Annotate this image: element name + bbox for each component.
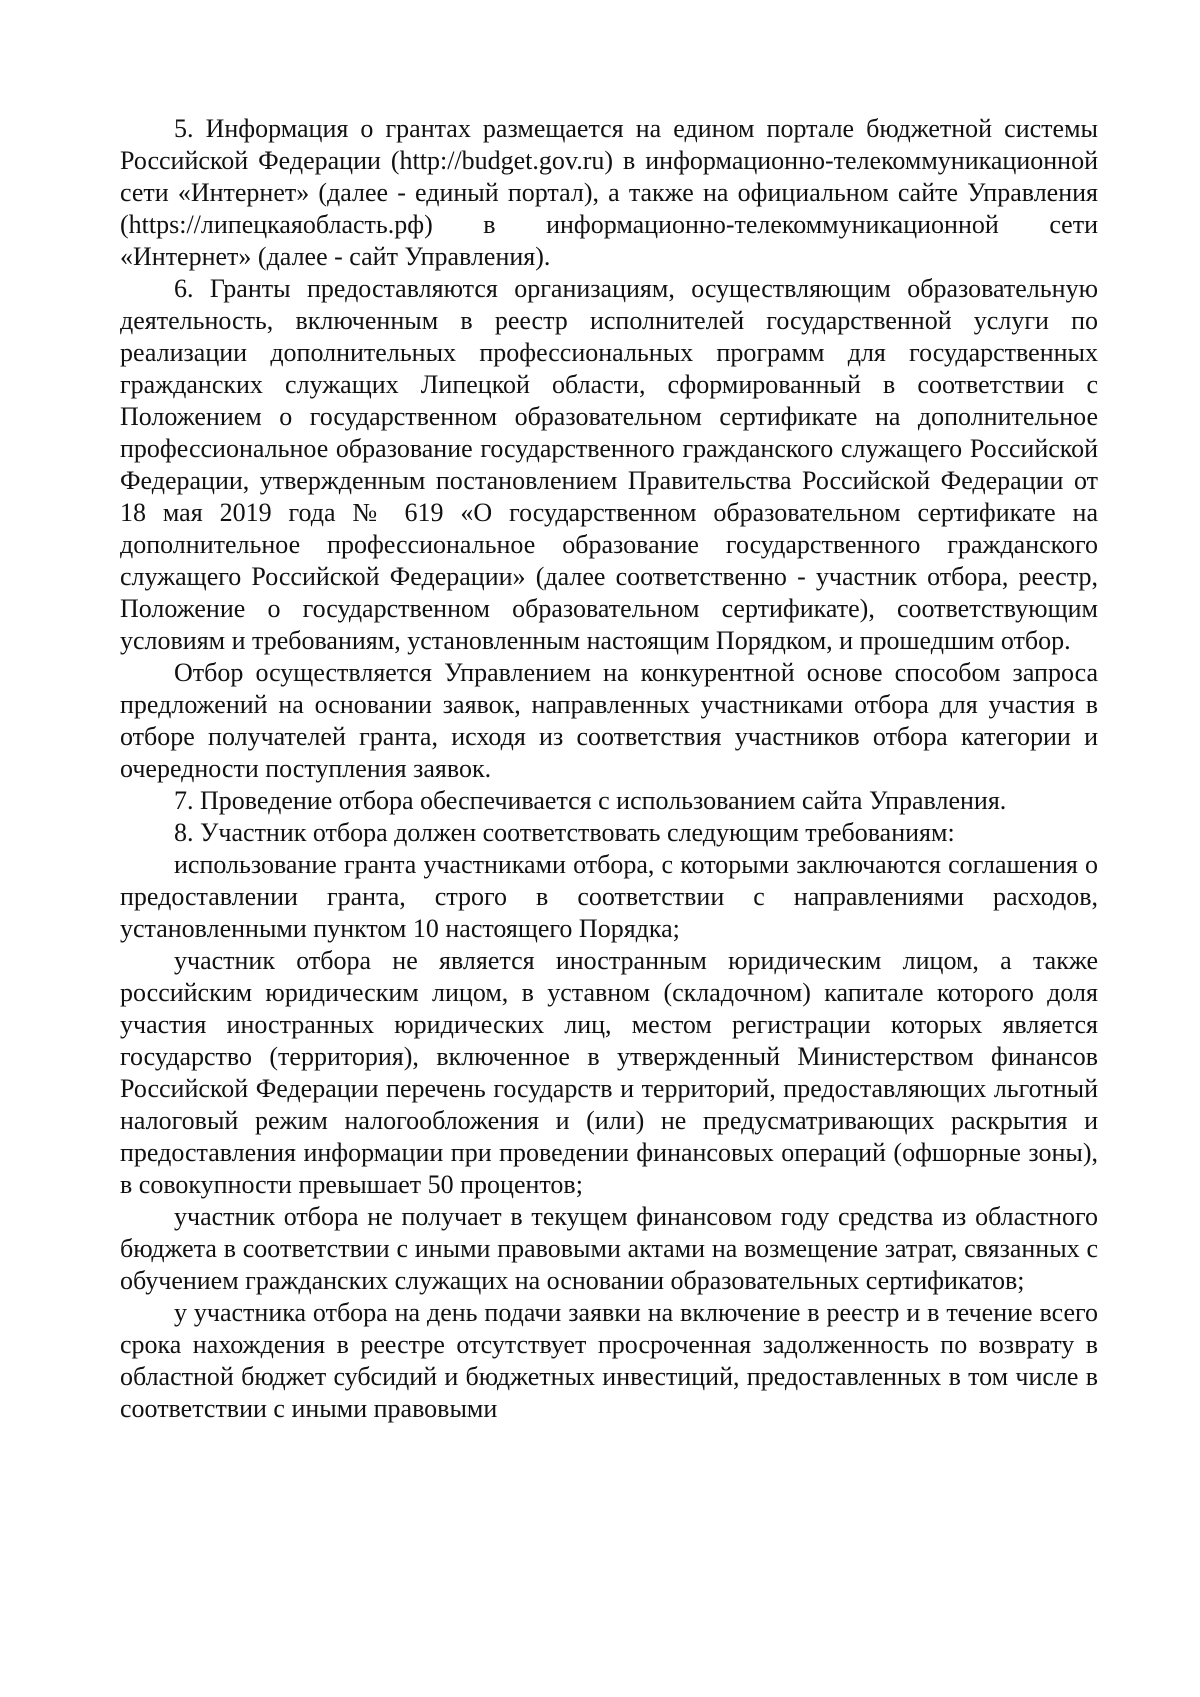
paragraph-item-8: 8. Участник отбора должен соответствовать следующим требованиям: [174, 818, 955, 847]
paragraph-requirement-grant-use: использование гранта участниками отбора, с которыми заключаются соглашения о предоставлении гранта, строго в соответствии с направлениями расходов, установленными пунктом 10 настоящего Порядка; [120, 850, 1098, 943]
paragraph-item-6: 6. Гранты предоставляются организациям, осуществляющим образовательную деятельность, включенным в реестр исполнителей государственной услуги по реализации дополнительных профессиональных программ для государственных гражданских служащих Липецкой области, сформированный в соответствии с Положением о государственном образовательном сертификате на дополнительное профессиональное образование государственного гражданского служащего Российской Федерации, утвержденным постановлением Правительства Российской Федерации от 18 мая 2019 года № 619 «О государственном образовательном сертификате на дополнительное профессиональное образование государственного гражданского служащего Российской Федерации» (далее соответственно - участник отбора, реестр, Положение о государственном образовательном сертификате), соответствующим условиям и требованиям, установленным настоящим Порядком, и прошедшим отбор. [120, 274, 1098, 655]
paragraph-selection-method: Отбор осуществляется Управлением на конкурентной основе способом запроса предложений на основании заявок, направленных участниками отбора для участия в отборе получателей гранта, исходя из соответствия участников отбора категории и очередности поступления заявок. [120, 658, 1098, 783]
paragraph-item-5: 5. Информация о грантах размещается на едином портале бюджетной системы Российской Федерации (http://budget.gov.ru) в информационно-телекоммуникационной сети «Интернет» (далее - единый портал), а также на официальном сайте Управления (https://липецкаяобласть.рф) в информационно-телекоммуникационной сети «Интернет» (далее - сайт Управления). [120, 114, 1098, 271]
paragraph-requirement-no-other-funds: участник отбора не получает в текущем финансовом году средства из областного бюджета в соответствии с иными правовыми актами на возмещение затрат, связанных с обучением гражданских служащих на основании образовательных сертификатов; [120, 1202, 1098, 1295]
paragraph-requirement-foreign-entity: участник отбора не является иностранным юридическим лицом, а также российским юридическим лицом, в уставном (складочном) капитале которого доля участия иностранных юридических лиц, местом регистрации которых является государство (территория), включенное в утвержденный Министерством финансов Российской Федерации перечень государств и территорий, предоставляющих льготный налоговый режим налогообложения и (или) не предусматривающих раскрытия и предоставления информации при проведении финансовых операций (офшорные зоны), в совокупности превышает 50 процентов; [120, 946, 1098, 1199]
paragraph-requirement-no-debt: у участника отбора на день подачи заявки на включение в реестр и в течение всего срока нахождения в реестре отсутствует просроченная задолженность по возврату в областной бюджет субсидий и бюджетных инвестиций, предоставленных в том числе в соответствии с иными правовыми [120, 1298, 1098, 1423]
paragraph-item-7: 7. Проведение отбора обеспечивается с использованием сайта Управления. [174, 786, 1007, 815]
document-page [120, 113, 1098, 1425]
